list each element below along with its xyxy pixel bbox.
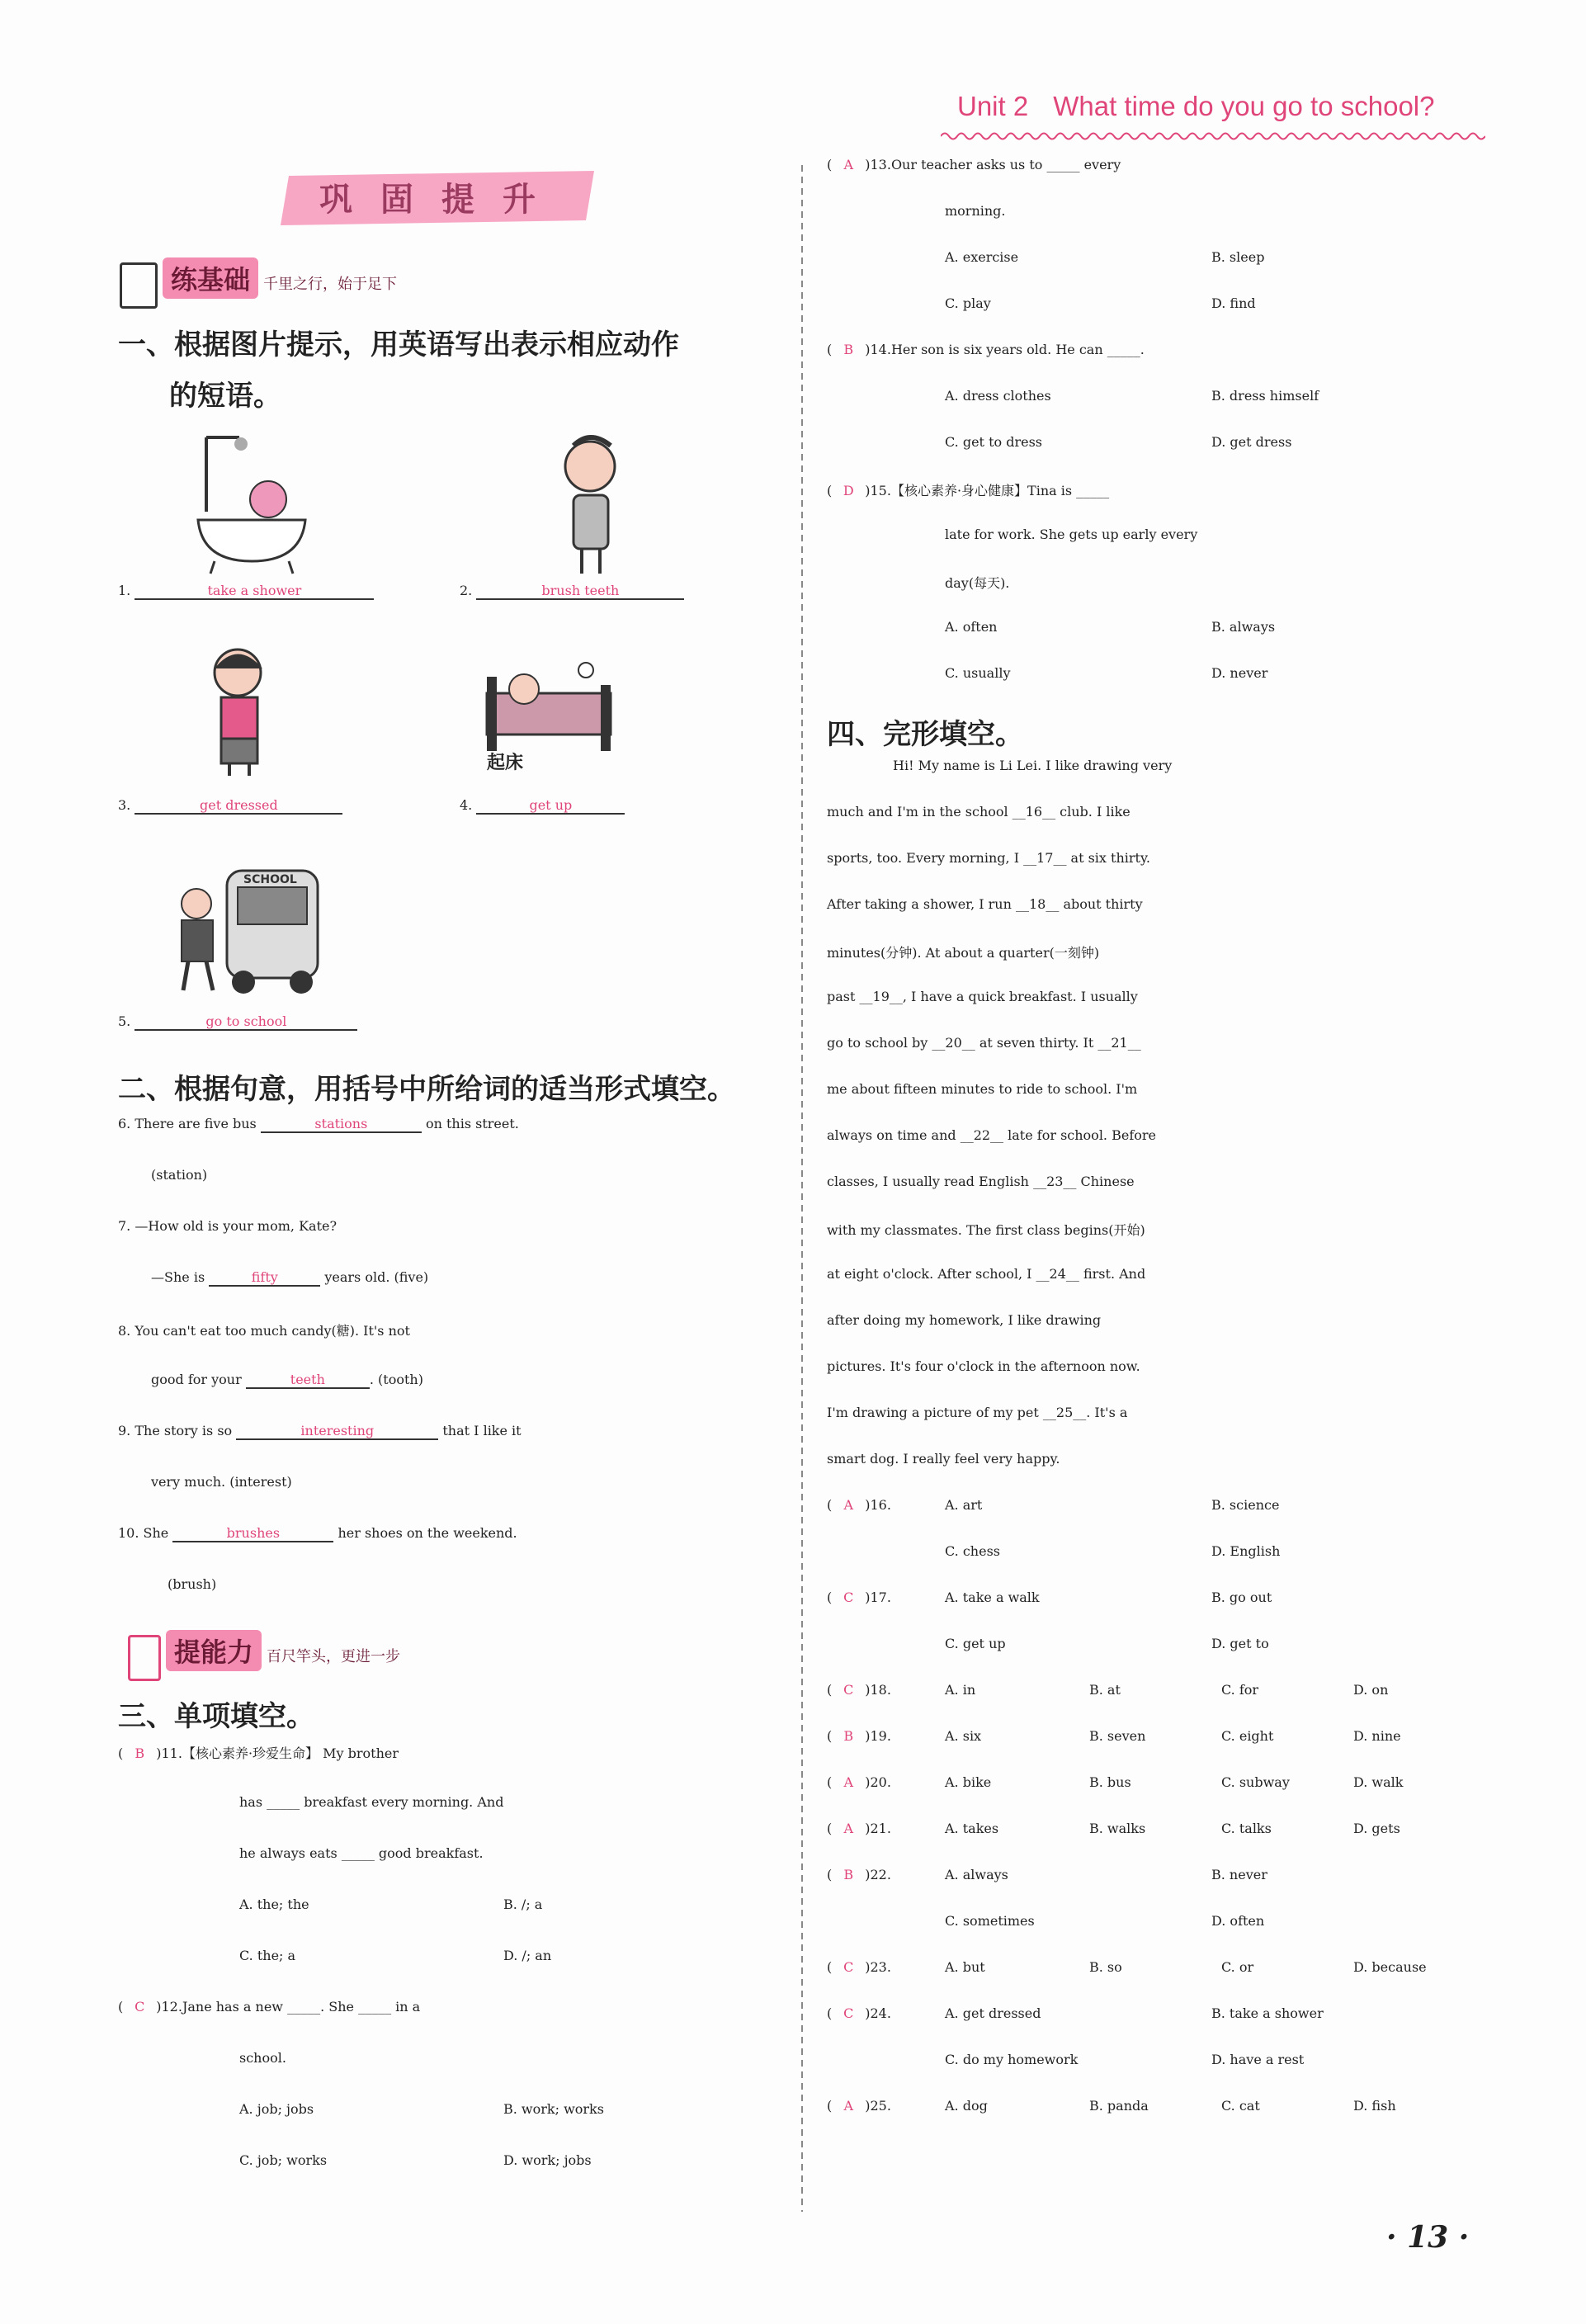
q13-text-b: morning. bbox=[945, 203, 1006, 219]
cloze-answer: B bbox=[843, 1867, 854, 1882]
p1-item-3 bbox=[118, 797, 342, 815]
cloze-question: ( B )19. bbox=[827, 1728, 891, 1744]
p1-num-5: 5. bbox=[118, 1013, 131, 1029]
q11-num: )11. bbox=[156, 1745, 182, 1761]
q8-text-c: . (tooth) bbox=[369, 1372, 423, 1387]
q14: ( B )14.Her son is six years old. He can _____. bbox=[827, 342, 1145, 357]
cloze-option: D. on bbox=[1353, 1682, 1389, 1698]
cloze-option: A. get dressed bbox=[945, 2005, 1041, 2021]
cloze-option: B. go out bbox=[1211, 1589, 1272, 1605]
part1-heading: 一、根据图片提示，用英语写出表示相应动作 bbox=[118, 328, 679, 361]
cloze-line: much and I'm in the school __16__ club. I like bbox=[827, 804, 1130, 820]
q12-opt-a: A. job; jobs bbox=[239, 2101, 314, 2117]
cloze-option: D. because bbox=[1353, 1959, 1427, 1975]
q14-opt-b: B. dress himself bbox=[1211, 388, 1319, 404]
p1-item-4 bbox=[460, 797, 625, 815]
cloze-line: past __19__, I have a quick breakfast. I usually bbox=[827, 989, 1138, 1004]
tag-advanced-label: 提能力 bbox=[166, 1630, 262, 1671]
cloze-question: ( A )20. bbox=[827, 1774, 891, 1790]
cloze-option: A. six bbox=[945, 1728, 982, 1744]
cloze-question: ( A )21. bbox=[827, 1821, 891, 1836]
q11-answer: B bbox=[135, 1745, 145, 1761]
q6-hint: (station) bbox=[151, 1167, 208, 1183]
q7-answer: fifty bbox=[209, 1269, 320, 1287]
cloze-answer: A bbox=[843, 1497, 854, 1513]
cloze-line: with my classmates. The first class begins(开始) bbox=[827, 1222, 1145, 1238]
q15-num: )15. bbox=[865, 483, 891, 498]
cloze-question: ( C )18. bbox=[827, 1682, 891, 1698]
cloze-num: )17. bbox=[865, 1589, 891, 1605]
q11-opt-b: B. /; a bbox=[503, 1897, 543, 1912]
q6-answer: stations bbox=[261, 1116, 422, 1133]
q13-opt-d: D. find bbox=[1211, 295, 1256, 311]
cloze-option: C. cat bbox=[1221, 2098, 1260, 2114]
get-dressed-picture bbox=[196, 644, 287, 780]
p1-item-5 bbox=[118, 1013, 357, 1031]
cloze-num: )25. bbox=[865, 2098, 891, 2114]
cloze-option: C. or bbox=[1221, 1959, 1254, 1975]
cloze-option: B. take a shower bbox=[1211, 2005, 1324, 2021]
q8 bbox=[151, 1372, 423, 1389]
p1-item-1 bbox=[118, 583, 374, 600]
cloze-answer: C bbox=[843, 2005, 854, 2021]
q10-text-a: 10. She bbox=[118, 1525, 169, 1541]
cloze-option: C. get up bbox=[945, 1636, 1006, 1651]
q15-opt-d: D. never bbox=[1211, 665, 1268, 681]
cloze-question: ( A )25. bbox=[827, 2098, 891, 2114]
q12-opt-d: D. work; jobs bbox=[503, 2152, 592, 2168]
cloze-question: ( C )17. bbox=[827, 1589, 891, 1605]
p1-num-4: 4. bbox=[460, 797, 473, 813]
q7 bbox=[151, 1269, 428, 1287]
q9-hint: very much. (interest) bbox=[151, 1474, 292, 1490]
q8-text-b: good for your bbox=[151, 1372, 242, 1387]
shield-icon bbox=[128, 1635, 161, 1681]
cloze-num: )23. bbox=[865, 1959, 891, 1975]
cloze-line: classes, I usually read English __23__ Chinese bbox=[827, 1174, 1135, 1189]
cloze-answer: C bbox=[843, 1959, 854, 1975]
unit-label: Unit 2 bbox=[957, 91, 1029, 121]
cloze-option: D. fish bbox=[1353, 2098, 1396, 2114]
q13-text-a: Our teacher asks us to _____ every bbox=[890, 157, 1121, 172]
cloze-option: D. nine bbox=[1353, 1728, 1401, 1744]
q11: ( B )11.【核心素养·珍爱生命】 My brother bbox=[118, 1745, 399, 1761]
q13-opt-c: C. play bbox=[945, 295, 991, 311]
q11-opt-a: A. the; the bbox=[239, 1897, 309, 1912]
get-up-picture bbox=[483, 660, 615, 755]
q12-text-a: Jane has a new _____. She _____ in a bbox=[182, 1999, 421, 2015]
q13-num: )13. bbox=[865, 157, 891, 172]
cloze-line: at eight o'clock. After school, I __24__ first. And bbox=[827, 1266, 1146, 1282]
q12: ( C )12.Jane has a new _____. She _____ in a bbox=[118, 1999, 421, 2015]
q7-text-c: years old. (five) bbox=[324, 1269, 429, 1285]
cloze-num: )20. bbox=[865, 1774, 891, 1790]
cloze-line: go to school by __20__ at seven thirty. It __21__ bbox=[827, 1035, 1141, 1051]
cloze-answer: A bbox=[843, 2098, 854, 2114]
q7-question: 7. —How old is your mom, Kate? bbox=[118, 1218, 337, 1234]
cloze-option: D. get to bbox=[1211, 1636, 1269, 1651]
q9-text-b: that I like it bbox=[442, 1423, 522, 1438]
q14-opt-d: D. get dress bbox=[1211, 434, 1292, 450]
q15-opt-a: A. often bbox=[945, 619, 998, 635]
tag-basic-sub: 千里之行，始于足下 bbox=[263, 276, 398, 293]
tag-advanced-sub: 百尺竿头，更进一步 bbox=[267, 1648, 401, 1665]
cloze-line: after doing my homework, I like drawing bbox=[827, 1312, 1102, 1328]
q11-text-a: 【核心素养·珍爱生命】 My brother bbox=[182, 1745, 399, 1761]
tag-basic-label: 练基础 bbox=[163, 257, 258, 299]
cloze-option: B. panda bbox=[1089, 2098, 1149, 2114]
q6-text-b: on this street. bbox=[425, 1116, 519, 1131]
q12-text-b: school. bbox=[239, 2050, 286, 2066]
cloze-question: ( C )24. bbox=[827, 2005, 891, 2021]
q11-opt-c: C. the; a bbox=[239, 1948, 296, 1963]
cloze-option: C. subway bbox=[1221, 1774, 1290, 1790]
q6 bbox=[118, 1116, 519, 1133]
q13-answer: A bbox=[843, 157, 854, 172]
cloze-option: A. art bbox=[945, 1497, 983, 1513]
cloze-option: B. so bbox=[1089, 1959, 1122, 1975]
q13: ( A )13.Our teacher asks us to _____ every bbox=[827, 157, 1121, 172]
cloze-line: After taking a shower, I run __18__ about thirty bbox=[827, 896, 1143, 912]
get-up-picture-label: 起床 bbox=[487, 753, 524, 773]
cloze-option: A. takes bbox=[945, 1821, 999, 1836]
q11-text-b: has _____ breakfast every morning. And bbox=[239, 1794, 504, 1810]
cloze-option: B. at bbox=[1089, 1682, 1121, 1698]
q7-text-b: —She is bbox=[151, 1269, 205, 1285]
cloze-option: C. eight bbox=[1221, 1728, 1274, 1744]
page-number: · 13 · bbox=[1386, 2220, 1470, 2255]
q11-opt-d: D. /; an bbox=[503, 1948, 552, 1963]
p1-num-2: 2. bbox=[460, 583, 473, 598]
cloze-option: A. take a walk bbox=[945, 1589, 1040, 1605]
cloze-option: C. do my homework bbox=[945, 2052, 1079, 2067]
q14-text-a: Her son is six years old. He can _____. bbox=[890, 342, 1145, 357]
q12-answer: C bbox=[135, 1999, 145, 2015]
part3-heading: 三、单项填空。 bbox=[118, 1700, 314, 1733]
cloze-line: Hi! My name is Li Lei. I like drawing very bbox=[893, 758, 1173, 773]
cloze-option: C. for bbox=[1221, 1682, 1259, 1698]
cloze-line: smart dog. I really feel very happy. bbox=[827, 1451, 1060, 1467]
q10 bbox=[118, 1525, 517, 1542]
cloze-option: B. never bbox=[1211, 1867, 1267, 1882]
tag-advanced bbox=[128, 1630, 400, 1679]
q13-opt-a: A. exercise bbox=[945, 249, 1019, 265]
cloze-line: I'm drawing a picture of my pet __25__. It's a bbox=[827, 1405, 1128, 1420]
p1-answer-5: go to school bbox=[135, 1013, 357, 1031]
q15: ( D )15.【核心素养·身心健康】Tina is _____ bbox=[827, 483, 1110, 498]
q15-text-a: 【核心素养·身心健康】Tina is _____ bbox=[890, 483, 1110, 498]
cloze-answer: A bbox=[843, 1774, 854, 1790]
q10-text-b: her shoes on the weekend. bbox=[337, 1525, 517, 1541]
cloze-option: B. seven bbox=[1089, 1728, 1146, 1744]
cloze-line: me about fifteen minutes to ride to school. I'm bbox=[827, 1081, 1138, 1097]
q10-answer: brushes bbox=[172, 1525, 333, 1542]
cloze-option: C. sometimes bbox=[945, 1913, 1035, 1929]
cloze-question: ( B )22. bbox=[827, 1867, 891, 1882]
cloze-line: pictures. It's four o'clock in the afternoon now. bbox=[827, 1358, 1140, 1374]
column-divider bbox=[801, 165, 803, 2212]
part4-heading: 四、完形填空。 bbox=[827, 718, 1023, 751]
unit-title: What time do you go to school? bbox=[1053, 91, 1435, 121]
q12-opt-c: C. job; works bbox=[239, 2152, 328, 2168]
q15-text-c: day(每天). bbox=[945, 575, 1010, 591]
cloze-option: A. always bbox=[945, 1867, 1008, 1882]
q15-opt-c: C. usually bbox=[945, 665, 1011, 681]
cloze-num: )21. bbox=[865, 1821, 891, 1836]
q14-opt-a: A. dress clothes bbox=[945, 388, 1051, 404]
cloze-option: D. gets bbox=[1353, 1821, 1400, 1836]
cloze-option: C. chess bbox=[945, 1543, 1000, 1559]
cloze-answer: A bbox=[843, 1821, 854, 1836]
q6-text-a: 6. There are five bus bbox=[118, 1116, 257, 1131]
cloze-num: )22. bbox=[865, 1867, 891, 1882]
p1-answer-3: get dressed bbox=[135, 797, 342, 815]
cloze-num: )19. bbox=[865, 1728, 891, 1744]
pencil-note-icon bbox=[120, 262, 158, 309]
q15-text-b: late for work. She gets up early every bbox=[945, 527, 1198, 542]
bus-sign: SCHOOL bbox=[243, 873, 297, 886]
cloze-question: ( A )16. bbox=[827, 1497, 891, 1513]
cloze-option: D. have a rest bbox=[1211, 2052, 1305, 2067]
cloze-option: D. often bbox=[1211, 1913, 1265, 1929]
p1-answer-1: take a shower bbox=[135, 583, 374, 600]
cloze-option: C. talks bbox=[1221, 1821, 1272, 1836]
part1-heading-cont: 的短语。 bbox=[169, 380, 281, 413]
part2-heading: 二、根据句意，用括号中所给词的适当形式填空。 bbox=[118, 1073, 735, 1106]
cloze-option: A. but bbox=[945, 1959, 985, 1975]
q13-opt-b: B. sleep bbox=[1211, 249, 1265, 265]
section-title: 巩固提升 bbox=[319, 181, 564, 219]
cloze-num: )16. bbox=[865, 1497, 891, 1513]
cloze-option: A. in bbox=[945, 1682, 976, 1698]
p1-item-2 bbox=[460, 583, 684, 600]
q9-answer: interesting bbox=[236, 1423, 438, 1440]
q9 bbox=[118, 1423, 522, 1440]
page-header bbox=[957, 91, 1485, 122]
cloze-option: A. dog bbox=[945, 2098, 988, 2114]
shower-picture bbox=[190, 429, 314, 578]
header-wavy-line bbox=[941, 130, 1485, 142]
cloze-question: ( C )23. bbox=[827, 1959, 891, 1975]
cloze-option: A. bike bbox=[945, 1774, 992, 1790]
p1-answer-2: brush teeth bbox=[476, 583, 684, 600]
cloze-option: B. walks bbox=[1089, 1821, 1146, 1836]
cloze-line: minutes(分钟). At about a quarter(一刻钟) bbox=[827, 945, 1100, 961]
school-bus-picture bbox=[165, 862, 322, 999]
cloze-num: )24. bbox=[865, 2005, 891, 2021]
q9-text-a: 9. The story is so bbox=[118, 1423, 233, 1438]
cloze-option: D. English bbox=[1211, 1543, 1281, 1559]
cloze-option: D. walk bbox=[1353, 1774, 1404, 1790]
q12-num: )12. bbox=[156, 1999, 182, 2015]
tag-basic bbox=[120, 257, 397, 307]
q14-opt-c: C. get to dress bbox=[945, 434, 1042, 450]
p1-answer-4: get up bbox=[476, 797, 625, 815]
q10-hint: (brush) bbox=[168, 1576, 217, 1592]
brush-teeth-picture bbox=[540, 433, 640, 578]
q14-answer: B bbox=[843, 342, 854, 357]
q14-num: )14. bbox=[865, 342, 891, 357]
q12-opt-b: B. work; works bbox=[503, 2101, 604, 2117]
cloze-option: B. bus bbox=[1089, 1774, 1131, 1790]
q15-opt-b: B. always bbox=[1211, 619, 1276, 635]
cloze-answer: C bbox=[843, 1682, 854, 1698]
q8-text-a: 8. You can't eat too much candy(糖). It's not bbox=[118, 1323, 410, 1339]
q15-answer: D bbox=[843, 483, 854, 498]
cloze-answer: B bbox=[843, 1728, 854, 1744]
cloze-option: B. science bbox=[1211, 1497, 1280, 1513]
p1-num-1: 1. bbox=[118, 583, 131, 598]
p1-num-3: 3. bbox=[118, 797, 131, 813]
cloze-answer: C bbox=[843, 1589, 854, 1605]
cloze-num: )18. bbox=[865, 1682, 891, 1698]
cloze-line: always on time and __22__ late for school. Before bbox=[827, 1127, 1156, 1143]
cloze-line: sports, too. Every morning, I __17__ at six thirty. bbox=[827, 850, 1150, 866]
q8-answer: teeth bbox=[246, 1372, 370, 1389]
q11-text-c: he always eats _____ good breakfast. bbox=[239, 1845, 484, 1861]
